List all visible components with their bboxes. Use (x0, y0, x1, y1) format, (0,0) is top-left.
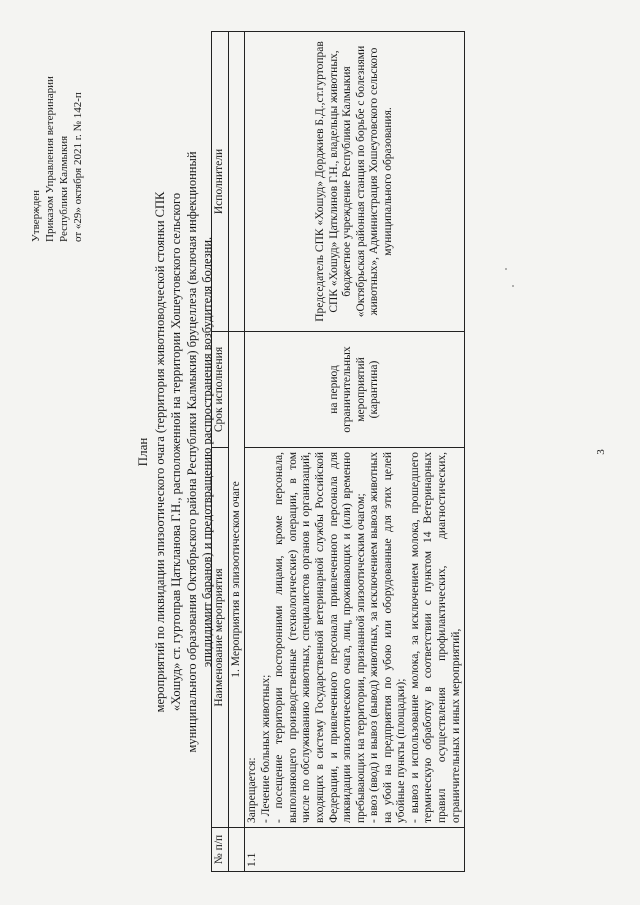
approval-line: Утвержден (30, 189, 42, 242)
section-row (228, 32, 245, 872)
scan-artifact (512, 285, 514, 287)
measure-line: - ввоз (ввод) и вывоз (вывод) животных, за исключением вывоза животных на убой на предприятия по убою или оборудованные для этих целей убойные пункты (площадки); (368, 452, 408, 823)
approval-line: Республики Калмыкия (58, 135, 71, 242)
measure-line: - посещение территории посторонними лицами, кроме персонала, выполняющего производственные (технологические) операции, в том числе по обслуживанию животных, специалистов органов и организаций, входящих в систему Государственной ветеринарной службы Российской Федерации, и привлеченного персонала привлеченного персонала для ликвидации эпизоотического очага, лиц, проживающих и (или) временно пребывающих на территории, признанной эпизоотическим очагом; (273, 452, 367, 823)
row-number: 1.1 (245, 828, 465, 872)
header-executors: Исполнители (212, 32, 229, 332)
measure-line: - Лечение больных животных; (259, 674, 272, 823)
header-name: Наименование мероприятия (212, 448, 229, 828)
measure-line: Запрещается: (246, 757, 259, 823)
rotated-document-page (15, 12, 625, 892)
row-measures (245, 448, 465, 828)
table-header-row (212, 32, 229, 872)
section-empty-cell-right (228, 32, 245, 332)
header-num: № п/п (212, 828, 229, 872)
approval-line: от «29» октября 2021 г. № 142-п (72, 92, 85, 242)
header-deadline: Срок исполнения (212, 332, 229, 448)
title-line: эпидидимит баранов) и предотвращению распространения возбудителя болезни. (200, 236, 215, 668)
title-line: «Хошуд» ст. гуртоправ Цаткланова Г.Н., расположенной на территории Хошеутовского сельского (168, 192, 183, 712)
table-row (245, 32, 465, 872)
page-number: 3 (595, 449, 607, 455)
title-line: муниципального образования Октябрьского района Республики Калмыкия) бруцеллеза (включая инфекционный (184, 151, 199, 753)
measures-table (211, 31, 465, 872)
scan-artifact (505, 268, 507, 270)
section-title: 1. Мероприятия в эпизоотическом очаге (228, 332, 245, 828)
row-executors: Председатель СПК «Хошуд» Дорджиев Б.Д.,ст.гуртоправ СПК «Хошуд» Цатклинов Г.Н., владельцы животных, бюджетное учреждение Республики Калмыкия «Октябрьская районная станция по борьбе с болезнями животных», Администрация Хошеутовского сельского муниципального образования. (245, 32, 465, 332)
approval-stamp (29, 32, 85, 242)
section-empty-cell (228, 828, 245, 872)
approval-line: Приказом Управления ветеринарии (44, 76, 57, 242)
document-title (135, 52, 216, 852)
title-heading: План (135, 437, 150, 467)
measure-line: - вывоз и использование молока, за исключением молока, прошедшего термическую обработку в соответствии с пунктом 14 Ветеринарных правил осуществления профилактических, диагностических, ограничительных и иных мероприятий, (408, 452, 462, 823)
title-line: мероприятий по ликвидации эпизоотического очага (территория животноводческой стоянки СПК (153, 191, 168, 713)
row-deadline: на период ограничительных мероприятий (карантина) (245, 332, 465, 448)
